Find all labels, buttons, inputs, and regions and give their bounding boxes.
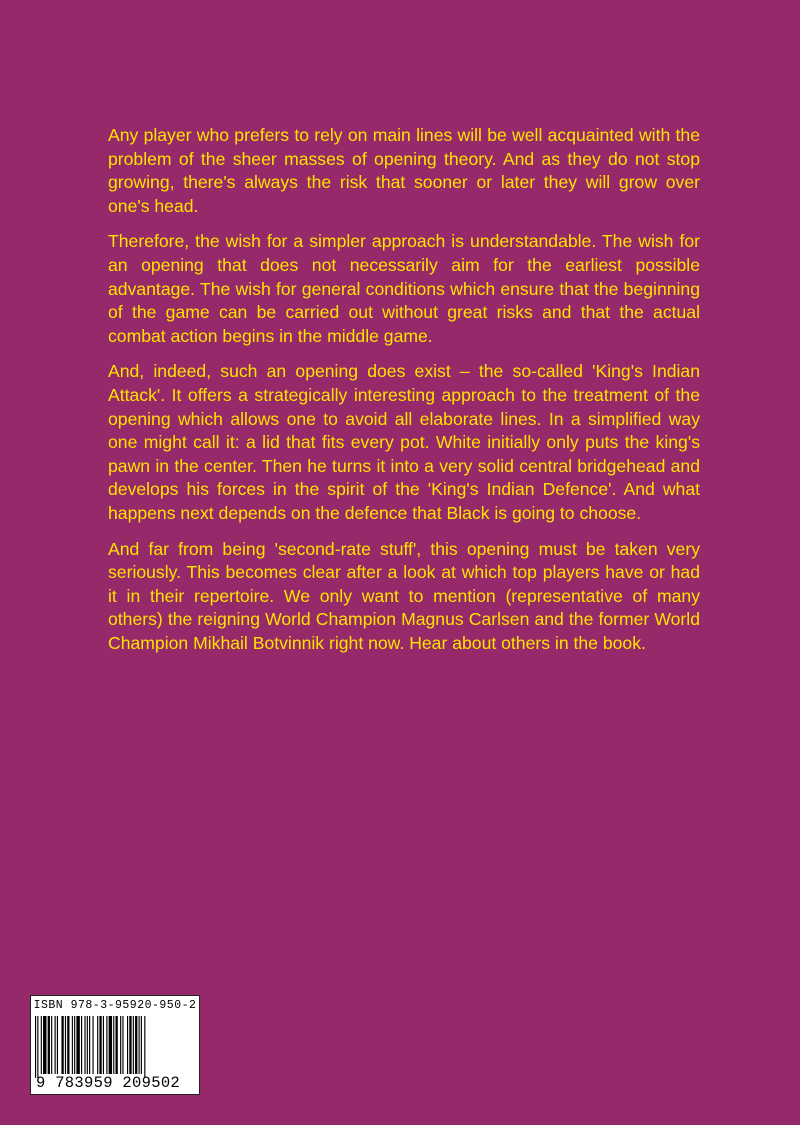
barcode-bar (116, 1016, 118, 1074)
barcode-bar (120, 1016, 121, 1074)
barcode-bar (135, 1016, 137, 1074)
barcode-bar (129, 1016, 131, 1074)
barcode-digits: 9 783959 209502 (36, 1074, 181, 1092)
barcode-bar (48, 1016, 50, 1074)
barcode-bar (81, 1016, 82, 1074)
barcode-bar (139, 1016, 140, 1074)
barcode-bar (43, 1016, 46, 1074)
barcode-bar (144, 1016, 145, 1078)
barcode-bar (113, 1016, 114, 1074)
isbn-label: ISBN 978-3-95920-950-2 (33, 999, 197, 1012)
isbn-barcode (30, 995, 200, 1095)
barcode-bar (57, 1016, 58, 1074)
barcode-bar (87, 1016, 88, 1074)
barcode-bar (133, 1016, 134, 1074)
barcode-bar (65, 1016, 66, 1074)
barcode-bar (35, 1016, 36, 1078)
barcode-bar (74, 1016, 75, 1074)
barcode-bar (103, 1016, 104, 1074)
barcode-bar (122, 1016, 123, 1074)
barcode-bar (55, 1016, 56, 1074)
back-cover-blurb (108, 124, 700, 667)
barcode-bar (99, 1016, 101, 1074)
barcode-bars (35, 1016, 195, 1078)
blurb-paragraph-4: And far from being 'second-rate stuff', this opening must be taken very seriously. This becomes clear after a look at which top players have or had it in their repertoire. We only want to mention (representative of many others) the reigning World Champion Magnus Carlsen and the former World Champion Mikhail Botvinnik right now. Hear about others in the book. (108, 538, 700, 653)
barcode-bar (41, 1016, 42, 1074)
barcode-bar (72, 1016, 73, 1074)
barcode-bar (109, 1016, 112, 1074)
barcode-bar (89, 1016, 90, 1074)
barcode-bar (97, 1016, 98, 1074)
barcode-bar (37, 1016, 38, 1078)
barcode-bar (141, 1016, 142, 1074)
blurb-paragraph-3: And, indeed, such an opening does exist – the so-called 'King's Indian Attack'. It offers a strategically interesting approach to the treatment of the opening which allows one to avoid all elaborate lines. In a simplified way one might call it: a lid that fits every pot. White initially only puts the king's pawn in the center. Then he turns it into a very solid central bridgehead and develops his forces in the spirit of the 'King's Indian Defence'. And what happens next depends on the defence that Black is going to choose. (108, 361, 700, 523)
barcode-bar (76, 1016, 79, 1074)
barcode-bar (106, 1016, 107, 1074)
blurb-paragraph-1: Any player who prefers to rely on main lines will be well acquainted with the problem of the sheer masses of opening theory. And as they do not stop growing, there's always the risk that sooner or later they will grow over one's head. (108, 125, 700, 216)
barcode-bar (51, 1016, 52, 1074)
barcode-bar (84, 1016, 85, 1074)
blurb-paragraph-2: Therefore, the wish for a simpler approach is understandable. The wish for an opening that does not necessarily aim for the earliest possible advantage. The wish for general conditions which ensure that the beginning of the game can be carried out without great risks and that the actual combat action begins in the middle game. (108, 231, 700, 346)
barcode-bar (61, 1016, 63, 1074)
barcode-bar (67, 1016, 69, 1074)
barcode-bar (127, 1016, 128, 1074)
barcode-bar (93, 1016, 94, 1074)
